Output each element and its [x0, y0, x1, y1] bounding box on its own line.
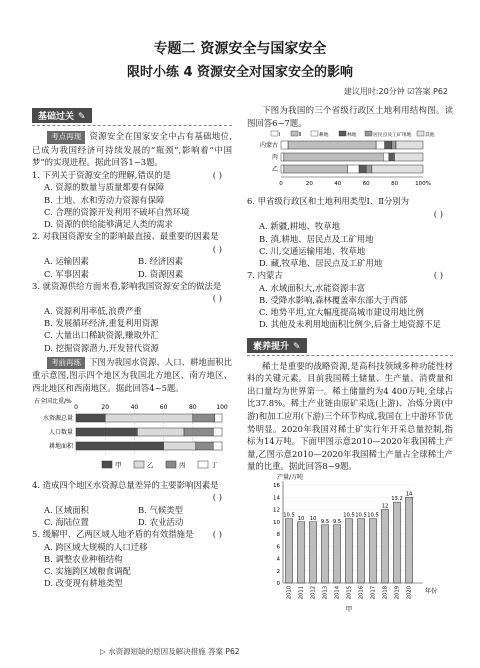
legend-swatch: [198, 461, 208, 468]
q6-option-d[interactable]: D. 藏,牧草地、居民点及工矿用地: [259, 257, 383, 268]
legend-label: 耕地: [319, 133, 329, 139]
bar-segment: [396, 141, 423, 149]
legend-swatch: [102, 461, 112, 468]
legend-swatch: [291, 131, 298, 136]
bar-segment: [76, 414, 105, 422]
legend-swatch: [134, 461, 144, 468]
legend-swatch: [365, 131, 372, 136]
legend-swatch: [166, 461, 176, 468]
category-label: 水资源总量: [42, 414, 73, 422]
tick-label: 2015: [346, 585, 353, 600]
intro2-tag: 考前再练: [47, 357, 85, 370]
q4-option-d[interactable]: D. 农业活动: [138, 516, 184, 527]
q6-option-a[interactable]: A. 新疆,耕地、牧草地: [259, 221, 341, 232]
q7-option-b[interactable]: B. 受降水影响,森林覆盖率东部大于西部: [259, 294, 408, 305]
q3-option-d[interactable]: D. 挖掘资源潜力,开发替代资源: [44, 342, 159, 353]
x-axis-label: 年份: [425, 587, 438, 595]
question-4: 4. 造成四个地区水资源总量差异的主要影响因素是: [32, 479, 219, 490]
bar-segment: [383, 153, 389, 161]
tick-label: 2020: [406, 585, 413, 600]
tick-label: 40: [130, 403, 139, 411]
intro-tag: 考点再现: [47, 131, 85, 144]
tick-label: 40: [334, 181, 342, 188]
q5-option-c[interactable]: C. 实施跨区域粮食调配: [44, 566, 131, 577]
tick-label: 0: [279, 181, 283, 188]
q3-option-c[interactable]: C. 大量出口稀缺资源,赚取外汇: [44, 330, 159, 341]
category-label: 内蒙古: [259, 142, 278, 150]
tick-label: 2018: [382, 585, 389, 600]
bar-segment: [288, 141, 376, 149]
bar: [357, 519, 364, 583]
bar-segment: [196, 442, 214, 450]
footer-link[interactable]: ▷ 水资源短缺的原因及解决措施 答案 P62: [100, 647, 240, 656]
question-6: 6. 甲省级行政区和土地利用类型Ⅰ、Ⅱ分别为: [247, 196, 410, 207]
question-2: 2. 对我国资源安全的影响最直接、最重要的因素是: [32, 231, 219, 242]
category-label: 耕地面积: [48, 442, 73, 450]
bar: [405, 497, 412, 583]
data-label: 10.5: [283, 512, 295, 519]
tick-label: 80: [391, 181, 399, 188]
bar: [345, 519, 352, 583]
bar-segment: [348, 165, 359, 173]
q1-option-d[interactable]: D. 资源的供给能够满足人类的需求: [44, 218, 173, 229]
q6-option-c[interactable]: C. 川,交通运输用地、牧草地: [259, 245, 366, 256]
section-advanced: [247, 334, 453, 353]
legend-label: 丙: [179, 460, 186, 469]
bar: [393, 502, 400, 583]
q2-answer-paren[interactable]: ( ): [212, 243, 222, 254]
tick-label: 16: [273, 482, 280, 489]
intro2-paragraph: 考前再练 下图为我国水资源、人口、耕地面积比重示意图,图示四个地区为我国北方地区、南方地区、西北地区和西南地区。据此回答4~5题。: [32, 356, 232, 393]
legend-label: 其他: [425, 133, 435, 139]
tick-label: 14: [273, 495, 280, 502]
q5-option-a[interactable]: A. 跨区域大规模的人口迁移: [44, 541, 148, 552]
category-label: 丙: [271, 154, 278, 162]
q1-option-c[interactable]: C. 合理的资源开发利用不破坏自然环境: [44, 206, 190, 217]
q4-answer-paren[interactable]: ( ): [212, 492, 222, 503]
bar-segment: [76, 428, 137, 436]
bar-segment: [359, 165, 366, 173]
bar-segment: [385, 141, 392, 149]
tick-label: 100: [216, 403, 228, 411]
bar: [309, 522, 316, 583]
tick-label: 80: [188, 403, 197, 411]
category-label: 乙: [271, 166, 278, 174]
tick-label: 2016: [358, 585, 365, 600]
data-label: 10.5: [367, 512, 379, 519]
tick-label: 20: [305, 181, 313, 188]
bar-segment: [137, 428, 184, 436]
tick-label: 2010: [286, 585, 293, 600]
data-label: 10: [309, 515, 317, 522]
bar: [381, 509, 388, 583]
question-5: 5. 缓解甲、乙两区域人地矛盾的有效措施是 ( ): [32, 529, 222, 540]
bar-segment: [372, 165, 423, 173]
bar: [297, 522, 304, 583]
data-label: 10: [297, 515, 305, 522]
q3-option-b[interactable]: B. 发展循环经济,重复利用资源: [44, 318, 159, 329]
q4-option-a[interactable]: A. 区域面积: [44, 504, 89, 515]
q1-option-b[interactable]: B. 土地、水和劳动力资源有保障: [44, 194, 165, 205]
section-basic: [32, 104, 232, 123]
q3-answer-paren[interactable]: ( ): [212, 293, 222, 304]
bar-segment: [213, 442, 222, 450]
pen-icon: ✎: [78, 112, 86, 122]
quiz-title: 限时小练 4 资源安全对国家安全的影响: [126, 65, 354, 80]
tick-label: 60: [362, 181, 370, 188]
tick-label: 2019: [394, 585, 401, 600]
bar-segment: [376, 141, 385, 149]
bar-segment: [215, 414, 222, 422]
q1-option-a[interactable]: A. 资源的数量与质量都要有保障: [44, 182, 165, 193]
legend-label: 甲: [115, 460, 122, 469]
category-label: 人口数量: [48, 428, 73, 436]
bar-segment: [281, 141, 288, 149]
bar-segment: [213, 428, 222, 436]
q3-option-a[interactable]: A. 资源利用率低,浪费严重: [44, 305, 142, 316]
tick-label: 2017: [370, 585, 377, 600]
q2-option-d[interactable]: D. 资源因素: [138, 268, 184, 279]
y-axis-label: 产量/万吨: [277, 473, 304, 481]
bar-segment: [76, 442, 164, 450]
legend-label: 林地: [347, 133, 357, 139]
tick-label: 2013: [322, 585, 329, 600]
left-column: [32, 104, 232, 590]
q4-options-row1: [32, 504, 232, 516]
topic-title: 专题二 资源安全与国家安全: [153, 41, 327, 57]
bar-segment: [105, 414, 193, 422]
data-label: 12: [381, 503, 389, 510]
q7-option-a[interactable]: A. 水域面积大,水能资源丰富: [259, 282, 366, 293]
bar-segment: [281, 165, 284, 173]
tick-label: 10: [273, 519, 280, 526]
intro-paragraph: 考点再现 资源安全在国家安全中占有基础地位,已成为我国经济可持续发展的“瓶颈”,影响着“中国梦”的实现进程。据此回答1~3题。: [32, 131, 232, 168]
data-label: 13.2: [391, 496, 403, 503]
q2-option-a[interactable]: A. 运输因素: [44, 256, 89, 267]
q2-options-row2: [32, 268, 232, 280]
tick-label: 4: [276, 556, 280, 563]
bar: [369, 519, 376, 583]
legend-label: Ⅱ: [299, 133, 302, 139]
bar: [285, 519, 292, 583]
section-header-basic: 基础过关 ✎: [32, 108, 92, 123]
land-use-intro: 下图为我国的三个省级行政区土地利用结构图。读图回答6~7题。: [247, 105, 453, 128]
bar-segment: [392, 141, 396, 149]
legend-label: Ⅰ: [279, 133, 281, 139]
bar-segment: [284, 153, 383, 161]
time-suggestion: 建议用时:20分钟 ☑答案 P62: [343, 87, 448, 96]
tick-label: 2012: [310, 585, 317, 600]
tick-label: 100%: [415, 181, 431, 188]
data-label: 14: [405, 491, 413, 498]
q2-option-c[interactable]: C. 军事因素: [44, 268, 89, 279]
tick-label: 12: [273, 507, 280, 514]
bar-segment: [193, 414, 215, 422]
legend-swatch: [311, 131, 318, 136]
legend-swatch: [417, 131, 424, 136]
bar-segment: [284, 165, 348, 173]
data-label: 10.5: [355, 512, 367, 519]
tick-label: 2: [276, 568, 280, 575]
legend-swatch: [271, 131, 281, 139]
q5-option-d[interactable]: D. 改变现有耕地类型: [44, 578, 123, 589]
bar-segment: [366, 165, 372, 173]
tick-label: 20: [101, 403, 110, 411]
bar: [321, 525, 328, 583]
bar-segment: [184, 428, 213, 436]
divider: [32, 125, 232, 126]
land-use-structure-chart: [247, 129, 453, 191]
q4-option-c[interactable]: C. 海陆位置: [44, 516, 89, 527]
legend-label: 居民点及工矿用地: [373, 133, 412, 139]
q7-option-d[interactable]: D. 其他及未利用地面积比例少,后备土地资源不足: [259, 319, 441, 330]
q6-answer-paren[interactable]: ( ): [433, 208, 443, 219]
tick-label: 60: [159, 403, 168, 411]
legend-swatch: [339, 131, 346, 136]
bar: [333, 525, 340, 583]
q6-option-b[interactable]: B. 滇,耕地、居民点及工矿用地: [259, 233, 374, 244]
tick-label: 8: [276, 531, 280, 538]
q2-options-row1: [32, 255, 232, 267]
divider: [247, 355, 453, 356]
tick-label: 6: [276, 544, 280, 551]
q4-options-row2: [32, 516, 232, 528]
data-label: 9.5: [320, 518, 330, 525]
question-7: 7. 内蒙古 ( ): [247, 270, 443, 281]
section-header-advanced: 素养提升 ✎: [247, 338, 307, 353]
q2-option-b[interactable]: B. 经济因素: [138, 256, 183, 267]
q7-option-c[interactable]: C. 地势平坦,宜大幅度提高城市建设用地比例: [259, 307, 424, 318]
q4-option-b[interactable]: B. 气候类型: [138, 504, 183, 515]
bar-segment: [281, 153, 284, 161]
water-population-farmland-chart: [32, 395, 232, 475]
bar-segment: [395, 153, 423, 161]
question-3: 3. 就资源供给方面来看,影响我国资源安全的做法是: [32, 280, 222, 291]
rare-earth-production-chart: [247, 473, 453, 615]
right-column: [247, 104, 453, 619]
q5-option-b[interactable]: B. 调整农业种植结构: [44, 553, 123, 564]
legend-label: 乙: [147, 460, 154, 469]
legend-label: 丁: [211, 460, 218, 469]
chart-caption: 甲: [345, 604, 353, 613]
bar-segment: [164, 442, 196, 450]
tick-label: 0: [276, 580, 280, 587]
tick-label: 0: [74, 403, 78, 411]
data-label: 9.5: [332, 518, 342, 525]
rare-earth-passage: 稀土是重要的战略资源,是高科技领域多种功能性材料的关键元素。目前我国稀土储量、生产量、消费量和出口量均为世界第一。稀土储量约为4 400万吨,全球占比37.8%。稀土产业链由原矿采选(上游)、冶炼分离(中游)和加工应用(下游)三个环节构成,我国在上中游环节优势明显。2020年我国对稀土矿实行年开采总量控制,指标为14万吨。下面甲图示意2010—2020年我国稀土产量,乙图示意2010—2020年我国稀土产量占全球稀土产量的比重。据此回答8~9题。: [247, 360, 453, 472]
tick-label: 2011: [298, 585, 305, 600]
tick-label: 2014: [334, 585, 341, 600]
pen-icon: ✎: [293, 341, 301, 352]
bar-segment: [389, 153, 393, 161]
x-axis-label: 占全国比重/%: [34, 397, 72, 405]
data-label: 10.5: [343, 512, 355, 519]
question-1: 1. 下列关于资源安全的理解,错误的是 ( ): [32, 169, 222, 180]
